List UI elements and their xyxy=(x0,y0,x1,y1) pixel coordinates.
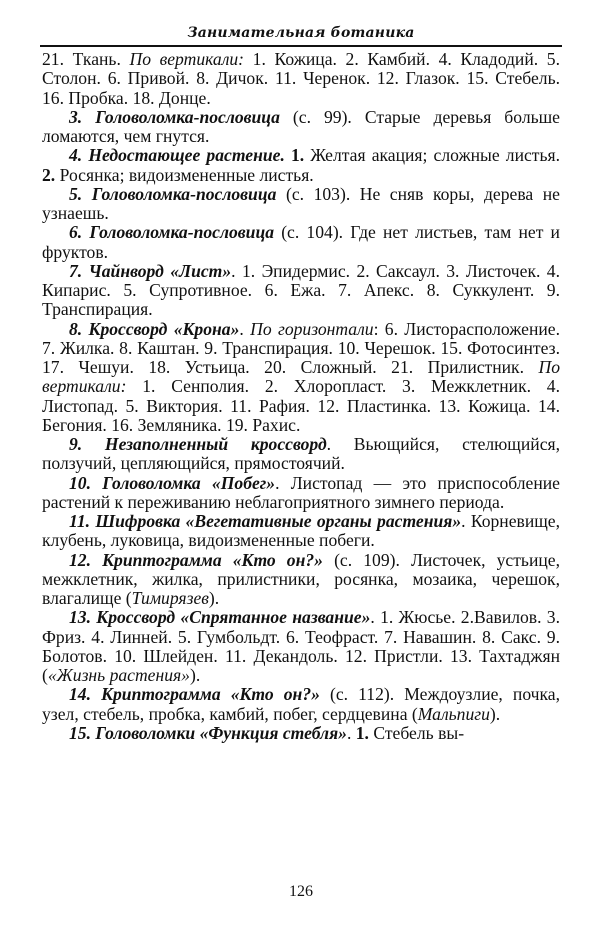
paragraph-answer-11 xyxy=(42,512,560,551)
text-run: . xyxy=(346,722,356,743)
header-rule-divider xyxy=(40,45,562,47)
paragraph-answer-9 xyxy=(42,435,560,474)
puzzle-title: 10. Головоломка «Побег» xyxy=(69,472,276,493)
text-run: (с. 103). Не сняв коры, дерева не узнаешь. xyxy=(42,183,560,223)
text-run: . Листопад — это приспособление растений к переживанию неблагоприятного зимнего периода. xyxy=(42,472,560,512)
italic-run: Тимирязев xyxy=(131,588,209,608)
text-run: Росянка; видоизмененные листья. xyxy=(55,164,314,185)
puzzle-title: 9. Незаполненный кроссворд xyxy=(69,434,327,454)
text-run: 1. Сенполия. 2. Хлоропласт. 3. Межклетник. 4. Листопад. 5. Виктория. 11. Рафия. 12. Пластинка. 13. Кожица. 14. Бегония. 16. Земляника. 19. Рахис. xyxy=(42,376,560,435)
paragraph-answer-3 xyxy=(42,108,560,147)
bold-run: 2. xyxy=(42,164,56,185)
puzzle-title: 13. Кроссворд «Спрятанное название» xyxy=(69,607,371,628)
page-number: 126 xyxy=(289,883,313,900)
italic-run: «Жизнь растения» xyxy=(47,665,190,685)
text-run: . Корневище, клубень, луковица, видоизмененные побеги. xyxy=(42,511,561,551)
paragraph-answer-10 xyxy=(42,474,560,513)
text-run: . 1. Эпидермис. 2. Саксаул. 3. Листочек. 4. Кипарис. 5. Супротивное. 6. Ежа. 7. Апекс. 8. Суккулент. 9. Транспирация. xyxy=(42,260,560,320)
text-run: (с. 109). Листочек, устьице, межклетник, жилка, прилистники, росянка, мозаика, черешок, влагалище ( xyxy=(42,549,560,608)
text-run: (с. 99). Старые деревья больше ломаются, чем гнутся. xyxy=(42,106,560,146)
text-run: . 1. Жюсье. 2.Вавилов. 3. Фриз. 4. Линней. 5. Гумбольдт. 6. Теофраст. 7. Навашин. 8. Сакс. 9. Болотов. 10. Шлейден. 11. Декандоль. 12. Пристли. 13. Тахтаджян ( xyxy=(42,607,560,685)
paragraph-answer-13 xyxy=(42,608,560,685)
italic-run: По вертикали: xyxy=(42,357,560,397)
text-run: (с. 112). Междоузлие, почка, узел, стебель, пробка, камбий, побег, сердцевина ( xyxy=(42,684,560,724)
text-run: 21. Ткань. xyxy=(42,49,130,69)
text-run: . xyxy=(239,318,251,339)
paragraph-answer-12 xyxy=(42,551,560,609)
paragraph-answer-5 xyxy=(42,185,560,224)
text-run: 1. Кожица. 2. Камбий. 4. Кладодий. 5. Столон. 6. Привой. 8. Дичок. 11. Черенок. 12. Глазок. 15. Стебель. 16. Пробка. 18. Донце. xyxy=(42,49,560,108)
paragraph-continuation xyxy=(42,50,560,108)
puzzle-title: 5. Головоломка-пословица xyxy=(69,183,277,204)
text-run: ). xyxy=(489,703,501,724)
paragraph-answer-15 xyxy=(42,724,560,743)
puzzle-title: 12. Криптограмма «Кто он?» xyxy=(69,549,323,570)
bold-run: 1. xyxy=(284,145,305,166)
italic-run: Мальпиги xyxy=(417,703,490,724)
paragraph-answer-7 xyxy=(42,262,560,320)
paragraph-answer-6 xyxy=(42,223,560,262)
puzzle-title: 15. Головоломки «Функция стебля» xyxy=(69,722,347,743)
puzzle-title: 6. Головоломка-пословица xyxy=(69,222,275,243)
running-header-title: Занимательная ботаника xyxy=(187,25,415,41)
text-run: (с. 104). Где нет листьев, там нет и фруктов. xyxy=(42,222,560,262)
italic-run: По вертикали: xyxy=(129,49,245,69)
text-run: Стебель вы- xyxy=(368,722,465,743)
puzzle-title: 8. Кроссворд «Крона» xyxy=(69,318,240,339)
text-run: . Вьющийся, стелющийся, ползучий, цепляющийся, прямостоячий. xyxy=(42,434,560,474)
italic-run: По горизонтали xyxy=(250,318,374,339)
paragraph-answer-8 xyxy=(42,320,560,436)
paragraph-answer-14 xyxy=(42,685,560,724)
answers-text-body xyxy=(42,50,560,743)
puzzle-title: 4. Недостающее растение. xyxy=(69,145,285,166)
puzzle-title: 7. Чайнворд «Лист» xyxy=(69,260,232,281)
paragraph-answer-4 xyxy=(42,146,560,185)
text-run: Желтая акация; сложные листья. xyxy=(304,145,561,166)
bold-run: 1. xyxy=(355,722,369,743)
puzzle-title: 3. Головоломка-пословица xyxy=(69,106,280,127)
text-run: ). xyxy=(189,665,201,685)
text-run: : 6. Листорасположение. 7. Жилка. 8. Каштан. 9. Транспирация. 10. Черешок. 15. Фотосинтез. 17. Чешуи. 18. Устьица. 20. Сложный. 21. Прилистник. xyxy=(42,318,561,377)
text-run: ). xyxy=(208,588,220,608)
puzzle-title: 14. Криптограмма «Кто он?» xyxy=(69,684,320,705)
puzzle-title: 11. Шифровка «Вегетативные органы растения» xyxy=(69,511,462,531)
